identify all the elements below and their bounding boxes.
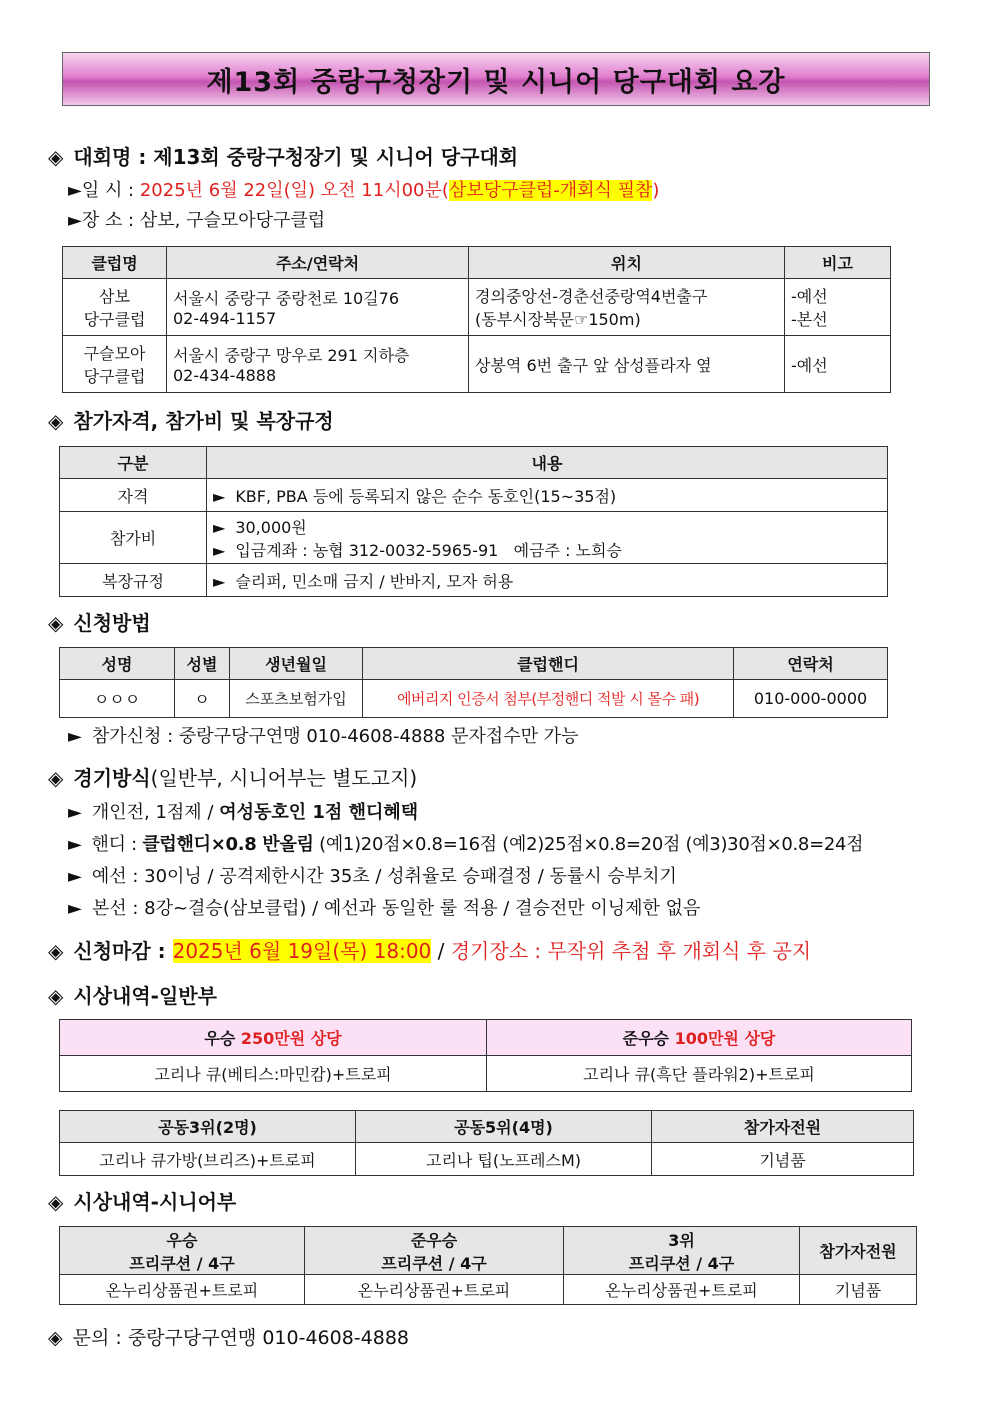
triangle-arrow-icon: ► [213, 540, 226, 560]
eligibility-header-category: 구분 [60, 447, 207, 479]
table-row: 참가비 ► 30,000원 ► 입금계좌 : 농협 312-0032-5965-91 예금주 : 노희승 [60, 512, 888, 564]
diamond-bullet-icon: ◈ [48, 984, 64, 1008]
eligibility-header-content: 내용 [207, 447, 888, 479]
triangle-arrow-icon: ► [68, 802, 82, 823]
format-line-1: ► 개인전, 1점제 / 여성동호인 1점 핸디혜택 [68, 802, 419, 823]
venue-header-address: 주소/연락처 [167, 247, 469, 279]
table-row: 고리나 큐가방(브리즈)+트로피 고리나 팁(노프레스M) 기념품 [60, 1143, 914, 1176]
venue-header-location: 위치 [469, 247, 785, 279]
table-row [63, 279, 891, 336]
title-banner [62, 52, 930, 106]
deadline-heading: ◈ 신청마감 : 2025년 6월 19일(목) 18:00 / 경기장소 : 무작위 추첨 후 개회식 후 공지 [48, 939, 812, 963]
diamond-bullet-icon: ◈ [48, 409, 64, 433]
venue-header-note: 비고 [785, 247, 891, 279]
club-address: 서울시 중랑구 중랑천로 10길76 02-494-1157 [167, 279, 469, 336]
triangle-arrow-icon: ► [68, 898, 82, 919]
event-place: ►장 소 : 삼보, 구슬모아당구클럽 [68, 210, 326, 231]
diamond-bullet-icon: ◈ [48, 145, 64, 169]
contact-line: ◈ 문의 : 중랑구당구연맹 010-4608-4888 [48, 1327, 410, 1349]
prize-general-table: 우승 250만원 상당 준우승 100만원 상당 고리나 큐(베티스:마민캄)+트로피 고리나 큐(흑단 플라워2)+트로피 [59, 1019, 912, 1092]
club-address: 서울시 중랑구 망우로 291 지하층 02-434-4888 [167, 336, 469, 393]
club-location: 경의중앙선-경춘선중랑역4번출구 (동부시장북문☞150m) [469, 279, 785, 336]
club-location: 상봉역 6번 출구 앞 삼성플라자 옆 [469, 336, 785, 393]
diamond-bullet-icon: ◈ [48, 939, 64, 963]
diamond-bullet-icon: ◈ [48, 766, 64, 790]
diamond-bullet-icon: ◈ [48, 1327, 63, 1349]
application-note: ► 참가신청 : 중랑구당구연맹 010-4608-4888 문자접수만 가능 [68, 726, 579, 747]
diamond-bullet-icon: ◈ [48, 1190, 64, 1214]
triangle-arrow-icon: ► [68, 834, 82, 855]
prize-general-table-2: 공동3위(2명) 공동5위(4명) 참가자전원 고리나 큐가방(브리즈)+트로피 고리나 팁(노프레스M) 기념품 [59, 1110, 914, 1176]
club-name: 삼보 당구클럽 [63, 279, 167, 336]
application-heading: ◈ 신청방법 [48, 611, 151, 635]
format-line-2: ► 핸디 : 클럽핸디×0.8 반올림 (예1)20점×0.8=16점 (예2)25점×0.8=20점 (예3)30점×0.8=24점 [68, 834, 864, 855]
prize-senior-table: 우승 프리쿠션 / 4구 준우승 프리쿠션 / 4구 3위 프리쿠션 / 4구 참가자전원 온누리상품권+트로피 온누리상품권+트로피 온누리상품권+트로피 기념품 [59, 1226, 917, 1305]
diamond-bullet-icon: ◈ [48, 611, 64, 635]
table-row: 자격 ► KBF, PBA 등에 등록되지 않은 순수 동호인(15~35점) [60, 479, 888, 512]
eligibility-table [59, 446, 888, 597]
club-name: 구슬모아 당구클럽 [63, 336, 167, 393]
event-date: ►일 시 : 2025년 6월 22일(일) 오전 11시00분(삼보당구클럽-개회식 필참) [68, 180, 660, 201]
table-row: 복장규정 ► 슬리퍼, 민소매 금지 / 반바지, 모자 허용 [60, 564, 888, 597]
eligibility-heading: ◈ 참가자격, 참가비 및 복장규정 [48, 409, 334, 433]
venue-header-club: 클럽명 [63, 247, 167, 279]
opening-note: 삼보당구클럽-개회식 필참 [448, 180, 653, 201]
event-heading: ◈ 대회명 : 제13회 중랑구청장기 및 시니어 당구대회 [48, 145, 519, 169]
triangle-arrow-icon: ► [68, 726, 82, 747]
application-table: 성명 성별 생년월일 클럽핸디 연락처 ㅇㅇㅇ ㅇ 스포츠보험가입 에버리지 인증서 첨부(부정핸디 적발 시 몰수 패) 010-000-0000 [59, 647, 888, 718]
prize-general-heading: ◈ 시상내역-일반부 [48, 984, 217, 1008]
format-heading: ◈ 경기방식(일반부, 시니어부는 별도고지) [48, 766, 418, 790]
venue-table [62, 246, 891, 393]
table-row: ㅇㅇㅇ ㅇ 스포츠보험가입 에버리지 인증서 첨부(부정핸디 적발 시 몰수 패) 010-000-0000 [60, 680, 888, 718]
triangle-arrow-icon: ► [68, 866, 82, 887]
club-note: -예선 [785, 336, 891, 393]
triangle-arrow-icon: ► [213, 486, 226, 506]
table-row: 온누리상품권+트로피 온누리상품권+트로피 온누리상품권+트로피 기념품 [60, 1275, 917, 1305]
format-line-3: ► 예선 : 30이닝 / 공격제한시간 35초 / 성취율로 승패결정 / 동률시 승부치기 [68, 866, 677, 887]
page-title: 제13회 중랑구청장기 및 시니어 당구대회 요강 [206, 66, 786, 98]
prize-senior-heading: ◈ 시상내역-시니어부 [48, 1190, 237, 1214]
table-row: 고리나 큐(베티스:마민캄)+트로피 고리나 큐(흑단 플라워2)+트로피 [60, 1056, 912, 1092]
triangle-arrow-icon: ► [213, 571, 226, 591]
format-line-4: ► 본선 : 8강~결승(삼보클럽) / 예선과 동일한 룰 적용 / 결승전만 이닝제한 없음 [68, 898, 701, 919]
triangle-arrow-icon: ► [213, 517, 226, 537]
table-row [63, 336, 891, 393]
date-note: (삼보당구클럽-개회식 필참) [441, 180, 660, 201]
club-note: -예선 -본선 [785, 279, 891, 336]
